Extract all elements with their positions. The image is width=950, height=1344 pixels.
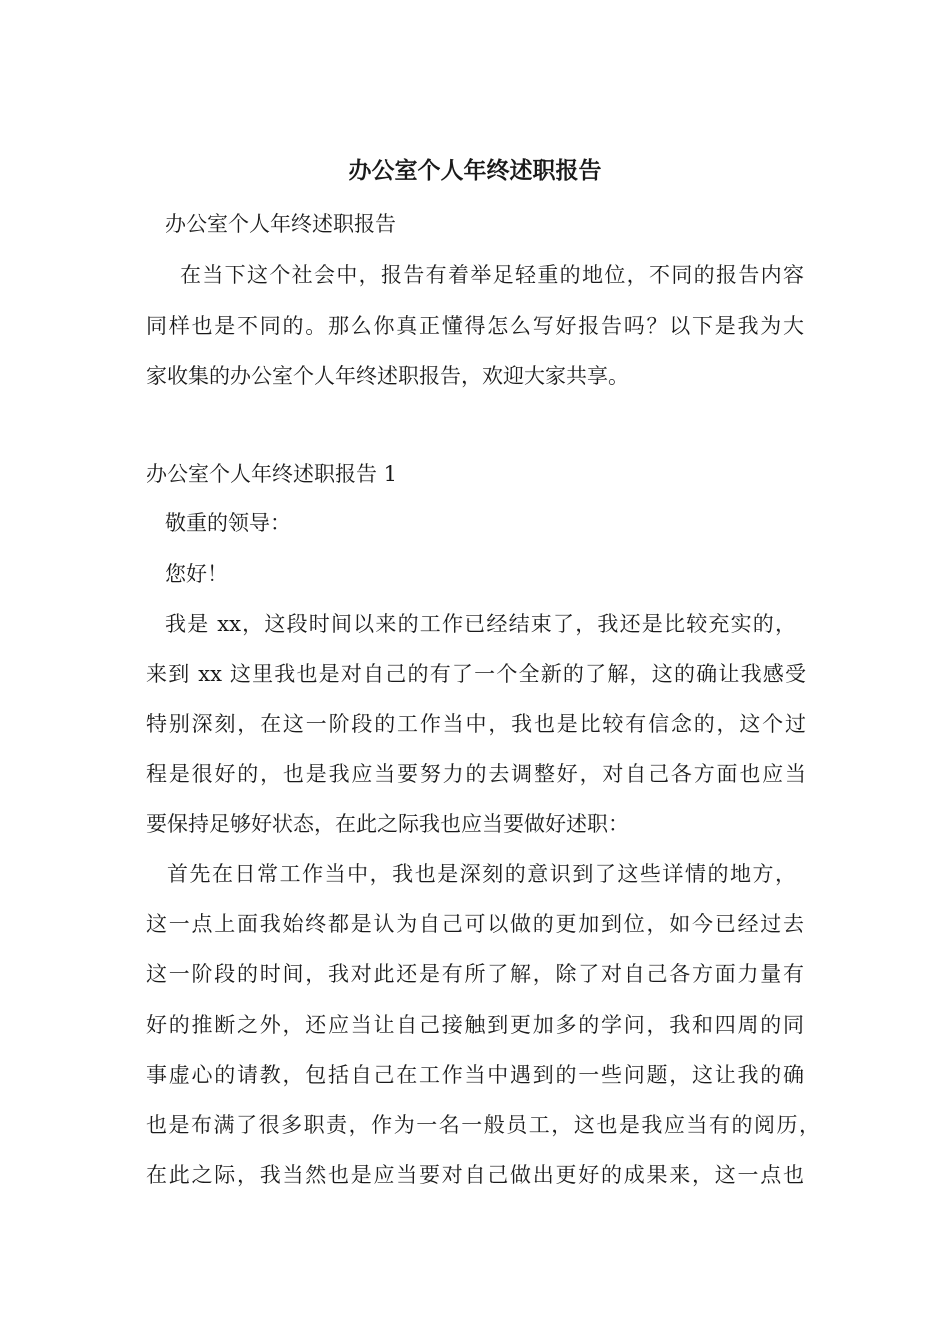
- body-line: 首先在日常工作当中，我也是深刻的意识到了这些详情的地方，: [167, 862, 796, 886]
- body-line: 也是布满了很多职责，作为一名一般员工，这也是我应当有的阅历，: [146, 1113, 820, 1137]
- salutation: 敬重的领导：: [165, 511, 291, 535]
- greeting: 您好！: [165, 562, 228, 586]
- intro-line-1: 在当下这个社会中，报告有着举足轻重的地位，不同的报告内容: [180, 263, 804, 287]
- intro-line-3: 家收集的办公室个人年终述职报告，欢迎大家共享。: [146, 364, 629, 388]
- subtitle-line: 办公室个人年终述职报告: [165, 212, 396, 236]
- body-line: 好的推断之外，还应当让自己接触到更加多的学问，我和四周的同: [146, 1013, 804, 1037]
- body-line: 这一点上面我始终都是认为自己可以做的更加到位，如今已经过去: [146, 912, 804, 936]
- section-heading: 办公室个人年终述职报告 1: [146, 462, 398, 486]
- body-line: 这一阶段的时间，我对此还是有所了解，除了对自己各方面力量有: [146, 962, 804, 986]
- body-line: 在此之际，我当然也是应当要对自己做出更好的成果来，这一点也: [146, 1163, 804, 1187]
- body-line: 程是很好的，也是我应当要努力的去调整好，对自己各方面也应当: [146, 762, 806, 786]
- intro-line-2: 同样也是不同的。那么你真正懂得怎么写好报告吗？以下是我为大: [146, 314, 804, 338]
- body-line: 要保持足够好状态，在此之际我也应当要做好述职：: [146, 812, 629, 836]
- body-line: 我是 xx，这段时间以来的工作已经结束了，我还是比较充实的，: [165, 612, 796, 636]
- body-line: 来到 xx 这里我也是对自己的有了一个全新的了解，这的确让我感受: [146, 662, 806, 686]
- document-title: 办公室个人年终述职报告: [348, 157, 602, 184]
- body-line: 特别深刻，在这一阶段的工作当中，我也是比较有信念的，这个过: [146, 712, 806, 736]
- body-line: 事虚心的请教，包括自己在工作当中遇到的一些问题，这让我的确: [146, 1063, 804, 1087]
